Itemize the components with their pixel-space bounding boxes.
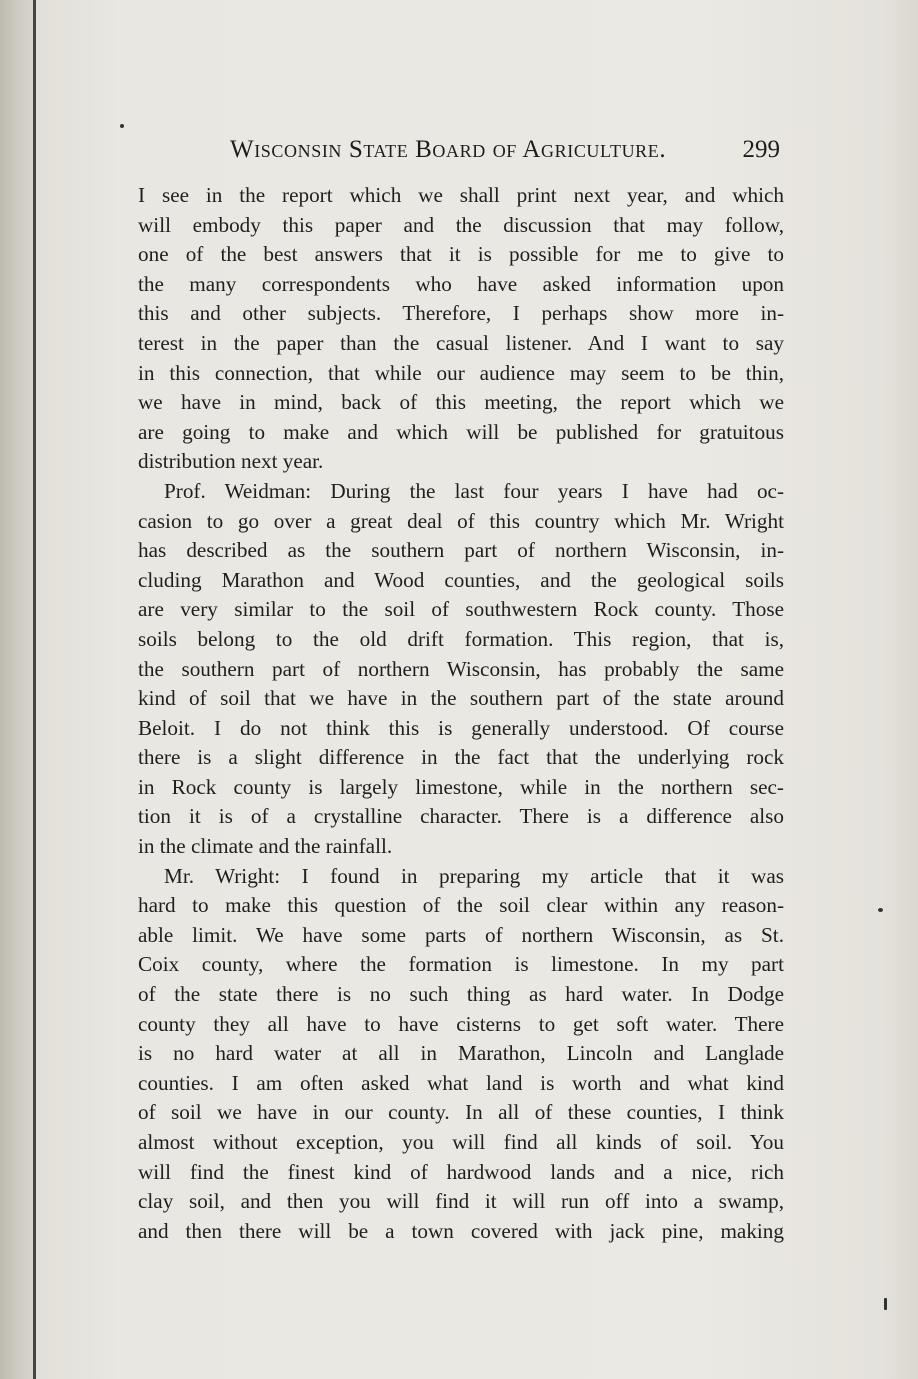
scan-speck: [878, 908, 883, 912]
text-line: and then there will be a town covered with jack pine, making: [138, 1218, 784, 1243]
text-line: of the state there is no such thing as hard water. In Dodge: [138, 982, 784, 1007]
text-line: will embody this paper and the discussion that may follow,: [138, 212, 784, 237]
text-line: is no hard water at all in Marathon, Lincoln and Langlade: [138, 1041, 784, 1066]
text-line: Beloit. I do not think this is generally understood. Of course: [138, 715, 784, 740]
text-line: soils belong to the old drift formation. This region, that is,: [138, 626, 784, 651]
page-gutter: [0, 0, 36, 1379]
text-line: the southern part of northern Wisconsin, has probably the same: [138, 656, 784, 681]
text-line: are very similar to the soil of southwestern Rock county. Those: [138, 597, 784, 622]
text-line: cluding Marathon and Wood counties, and the geological soils: [138, 567, 784, 592]
text-line: counties. I am often asked what land is worth and what kind: [138, 1070, 784, 1095]
text-line: hard to make this question of the soil clear within any reason-: [138, 893, 784, 918]
text-line: has described as the southern part of northern Wisconsin, in-: [138, 538, 784, 563]
text-line: the many correspondents who have asked information upon: [138, 271, 784, 296]
text-line: one of the best answers that it is possible for me to give to: [138, 242, 784, 267]
text-line: in the climate and the rainfall.: [138, 834, 393, 859]
text-line: we have in mind, back of this meeting, the report which we: [138, 390, 784, 415]
text-line: distribution next year.: [138, 449, 324, 474]
gutter-edge-line: [33, 0, 36, 1379]
text-line: casion to go over a great deal of this country which Mr. Wright: [138, 508, 784, 533]
text-line: Coix county, where the formation is limestone. In my part: [138, 952, 784, 977]
text-line: in this connection, that while our audience may seem to be thin,: [138, 360, 784, 385]
text-line: will find the finest kind of hardwood lands and a nice, rich: [138, 1159, 784, 1184]
text-line: able limit. We have some parts of northern Wisconsin, as St.: [138, 922, 784, 947]
text-line: of soil we have in our county. In all of these counties, I think: [138, 1100, 784, 1125]
text-line: county they all have to have cisterns to get soft water. There: [138, 1011, 784, 1036]
page-header: [140, 136, 790, 176]
text-line: Mr. Wright: I found in preparing my article that it was: [164, 863, 784, 888]
scan-speck: [884, 1298, 887, 1310]
text-line: are going to make and which will be published for gratuitous: [138, 419, 784, 444]
text-line: clay soil, and then you will find it will run off into a swamp,: [138, 1189, 784, 1214]
text-line: Prof. Weidman: During the last four years I have had oc-: [164, 478, 784, 503]
text-line: this and other subjects. Therefore, I perhaps show more in-: [138, 301, 784, 326]
text-line: in Rock county is largely limestone, while in the northern sec-: [138, 774, 784, 799]
text-line: almost without exception, you will find all kinds of soil. You: [138, 1130, 784, 1154]
text-line: there is a slight difference in the fact that the underlying rock: [138, 745, 784, 770]
page-number: 299: [742, 136, 780, 163]
text-line: I see in the report which we shall print next year, and which: [138, 183, 784, 207]
text-line: terest in the paper than the casual listener. And I want to say: [138, 330, 784, 355]
running-head: Wisconsin State Board of Agriculture.: [230, 136, 667, 163]
text-line: kind of soil that we have in the southern part of the state around: [138, 686, 784, 711]
scan-speck: [120, 124, 124, 128]
text-line: tion it is of a crystalline character. There is a difference also: [138, 804, 784, 829]
body-text: [138, 181, 784, 1246]
